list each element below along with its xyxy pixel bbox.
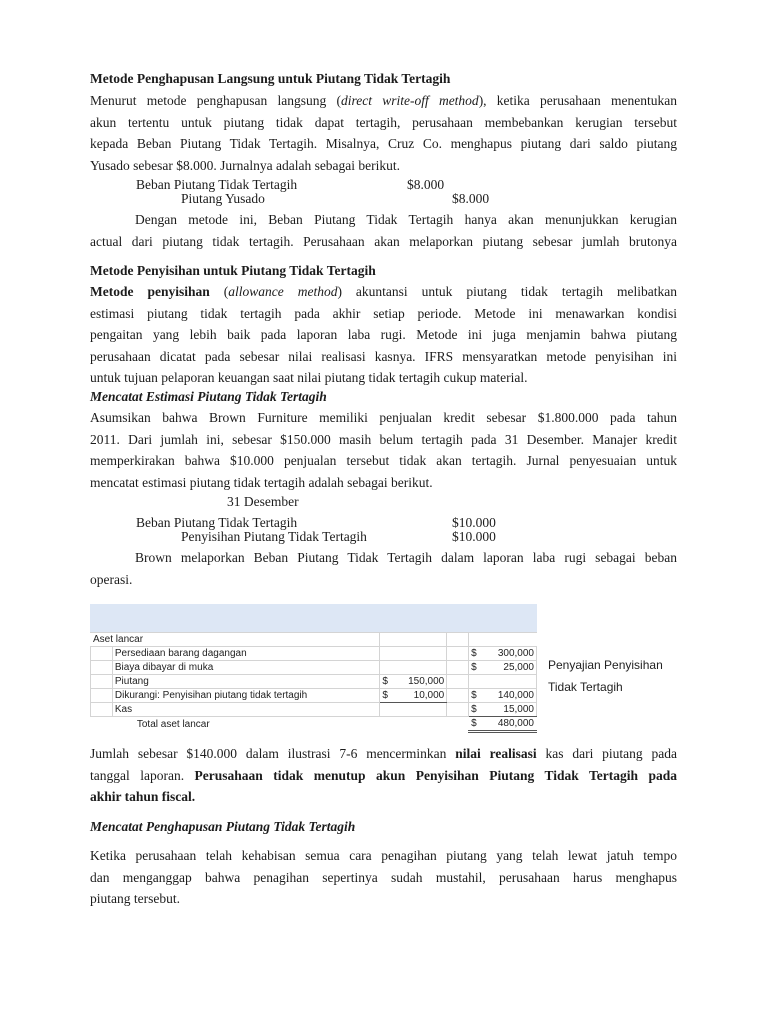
table-row xyxy=(91,633,537,647)
text-line: Dengan metode ini, Beban Piutang Tidak Tertagih hanya akan menunjukkan kerugian xyxy=(135,212,677,227)
text-line: actual dari piutang tidak tertagih. Perusahaan akan melaporkan piutang sebesar jumlah brutonya xyxy=(90,233,677,249)
table-header-band xyxy=(90,604,537,632)
text-line: mencatat estimasi piutang tidak tertagih adalah sebagai berikut. xyxy=(90,474,433,490)
text-line: operasi. xyxy=(90,571,133,587)
text-line: Asumsikan bahwa Brown Furniture memiliki penjualan kredit sebesar $1.800.000 pada tahun xyxy=(90,410,677,425)
paragraph xyxy=(90,407,677,493)
table-row: Total aset lancar $ 480,000 xyxy=(91,717,537,732)
journal-debit-amount: $10.000 xyxy=(452,515,496,530)
text-line: memperkirakan bahwa $10.000 penjualan tersebut tidak akan tertagih. Jurnal penyesuaian untuk xyxy=(90,453,677,469)
table-cell-label: Kas xyxy=(112,703,380,717)
table-row: Piutang $ 150,000 xyxy=(91,675,537,689)
paragraph xyxy=(90,743,677,808)
text-line: Menurut metode penghapusan langsung (direct write-off method), ketika perusahaan menentukan xyxy=(90,93,677,108)
section-heading: Metode Penghapusan Langsung untuk Piutang Tidak Tertagih xyxy=(90,71,451,86)
text-line: untuk tujuan pelaporan keuangan saat nilai piutang tidak tertagih cukup material. xyxy=(90,370,528,386)
text-line: Yusado sebesar $8.000. Jurnalnya adalah sebagai berikut. xyxy=(90,157,401,173)
text-line: piutang tersebut. xyxy=(90,891,180,907)
section-heading: Metode Penyisihan untuk Piutang Tidak Tertagih xyxy=(90,263,376,278)
table-cell-label: Dikurangi: Penyisihan piutang tidak tertagih xyxy=(112,689,380,703)
text-line: pengaitan yang lebih baik pada laporan laba rugi. Metode ini juga menjamin bahwa piutang xyxy=(90,327,677,343)
text-line: perusahaan dicatat pada sebesar nilai realisasi kasnya. IFRS mensyaratkan metode penyisihan ini xyxy=(90,348,677,364)
paragraph xyxy=(90,90,677,176)
section-heading: Mencatat Penghapusan Piutang Tidak Tertagih xyxy=(90,819,356,834)
section-heading: Mencatat Estimasi Piutang Tidak Tertagih xyxy=(90,389,327,404)
journal-debit-account: Beban Piutang Tidak Tertagih xyxy=(136,177,298,192)
text-line: tanggal laporan. Perusahaan tidak menutup akun Penyisihan Piutang Tidak Tertagih pada xyxy=(90,767,677,783)
journal-debit-account: Beban Piutang Tidak Tertagih xyxy=(136,515,298,530)
journal-credit-account: Piutang Yusado xyxy=(181,191,265,206)
balance-sheet-table xyxy=(90,632,537,733)
table-cell-label: Biaya dibayar di muka xyxy=(112,661,380,675)
text-line: kepada Beban Piutang Tidak Tertagih. Misalnya, Cruz Co. menghapus piutang dari saldo piutang xyxy=(90,136,677,152)
paragraph xyxy=(90,845,677,910)
paragraph xyxy=(90,547,677,590)
text-line: Ketika perusahaan telah kehabisan semua cara penagihan piutang yang telah lewat jatuh tempo xyxy=(90,848,677,863)
table-section-label: Aset lancar xyxy=(91,633,380,647)
journal-debit-amount: $8.000 xyxy=(407,177,445,192)
journal-credit-amount: $10.000 xyxy=(452,529,496,544)
table-caption: Penyajian Penyisihan Tidak Tertagih xyxy=(548,658,663,694)
text-line: 2011. Dari jumlah ini, sebesar $150.000 masih belum tertagih pada 31 Desember. Manajer kredit xyxy=(90,431,677,447)
table-cell-label: Persediaan barang dagangan xyxy=(112,647,380,661)
paragraph xyxy=(90,209,677,252)
table-row: Kas $ 15,000 xyxy=(91,703,537,717)
table-row: Persediaan barang dagangan $ 300,000 xyxy=(91,647,537,661)
text-line: akun tertentu untuk piutang tidak dapat tertagih, perusahaan membebankan kerugian tersebut xyxy=(90,114,677,130)
journal-credit-account: Penyisihan Piutang Tidak Tertagih xyxy=(181,529,367,544)
table-cell-label: Total aset lancar xyxy=(136,718,210,730)
table-row: Dikurangi: Penyisihan piutang tidak tertagih $ 10,000 $ 140,000 xyxy=(91,689,537,703)
journal-date: 31 Desember xyxy=(227,494,299,509)
text-line: akhir tahun fiscal. xyxy=(90,789,196,805)
text-line: dan menganggap bahwa penagihan sepertinya sudah mustahil, perusahaan harus menghapus xyxy=(90,869,677,885)
paragraph xyxy=(90,281,677,389)
text-line: Jumlah sebesar $140.000 dalam ilustrasi 7-6 mencerminkan nilai realisasi kas dari piutang pada xyxy=(90,746,678,761)
journal-credit-amount: $8.000 xyxy=(452,191,490,206)
text-line: Brown melaporkan Beban Piutang Tidak Tertagih dalam laporan laba rugi sebagai beban xyxy=(135,550,677,565)
text-line: estimasi piutang tidak tertagih pada akhir setiap periode. Metode ini menawarkan kondisi xyxy=(90,305,677,321)
table-row: Biaya dibayar di muka $ 25,000 xyxy=(91,661,537,675)
text-line: Metode penyisihan (allowance method) akuntansi untuk piutang tidak tertagih melibatkan xyxy=(90,284,678,299)
table-cell-label: Piutang xyxy=(112,675,380,689)
